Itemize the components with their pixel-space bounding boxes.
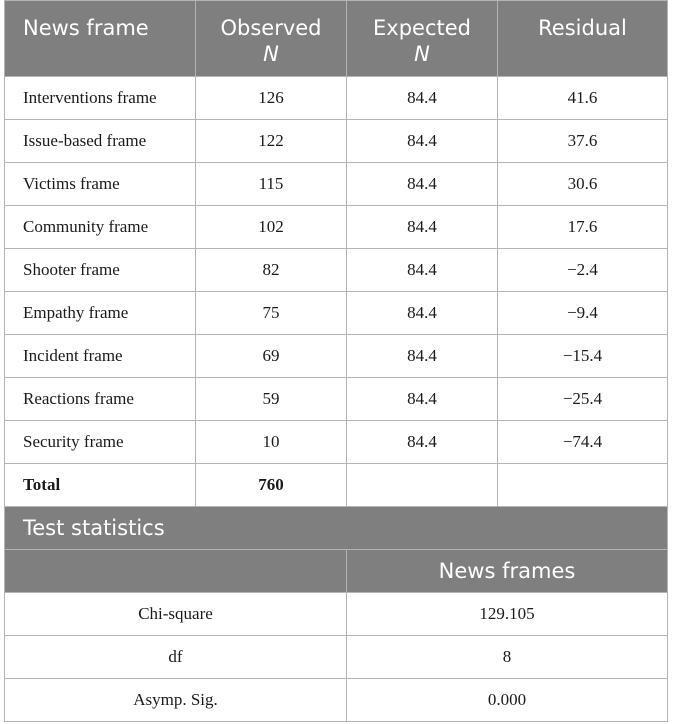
observed-cell: 75 <box>196 292 347 335</box>
frame-cell: Empathy frame <box>5 292 196 335</box>
total-row <box>5 464 668 507</box>
test-statistics-title: Test statistics <box>5 507 668 550</box>
residual-cell: 37.6 <box>498 120 668 163</box>
table-row <box>5 378 668 421</box>
table-row <box>5 335 668 378</box>
total-residual-empty <box>498 464 668 507</box>
observed-cell: 122 <box>196 120 347 163</box>
stats-value: 0.000 <box>347 679 668 722</box>
header-expected-label: Expected <box>373 16 471 40</box>
table-row <box>5 421 668 464</box>
table-row <box>5 120 668 163</box>
expected-cell: 84.4 <box>347 120 498 163</box>
header-expected <box>347 1 498 77</box>
observed-cell: 82 <box>196 249 347 292</box>
total-label: Total <box>5 464 196 507</box>
residual-cell: 30.6 <box>498 163 668 206</box>
news-frames-table <box>4 0 668 722</box>
frame-cell: Community frame <box>5 206 196 249</box>
stats-header-news-frames: News frames <box>347 550 668 593</box>
residual-cell: −9.4 <box>498 292 668 335</box>
frame-cell: Interventions frame <box>5 77 196 120</box>
expected-cell: 84.4 <box>347 292 498 335</box>
observed-cell: 10 <box>196 421 347 464</box>
test-statistics-header-row <box>5 550 668 593</box>
header-expected-n: N <box>414 42 430 66</box>
frame-cell: Incident frame <box>5 335 196 378</box>
stats-row <box>5 679 668 722</box>
frame-cell: Reactions frame <box>5 378 196 421</box>
table-row <box>5 77 668 120</box>
expected-cell: 84.4 <box>347 77 498 120</box>
frame-cell: Issue-based frame <box>5 120 196 163</box>
stats-value: 8 <box>347 636 668 679</box>
stats-label: Chi-square <box>5 593 347 636</box>
table-row <box>5 249 668 292</box>
residual-cell: 41.6 <box>498 77 668 120</box>
stats-label: Asymp. Sig. <box>5 679 347 722</box>
expected-cell: 84.4 <box>347 163 498 206</box>
observed-cell: 115 <box>196 163 347 206</box>
residual-cell: 17.6 <box>498 206 668 249</box>
table-row <box>5 292 668 335</box>
table-row <box>5 206 668 249</box>
expected-cell: 84.4 <box>347 335 498 378</box>
observed-cell: 102 <box>196 206 347 249</box>
residual-cell: −2.4 <box>498 249 668 292</box>
stats-row <box>5 636 668 679</box>
total-observed: 760 <box>196 464 347 507</box>
total-expected-empty <box>347 464 498 507</box>
stats-value: 129.105 <box>347 593 668 636</box>
residual-cell: −74.4 <box>498 421 668 464</box>
test-statistics-title-row <box>5 507 668 550</box>
header-news-frame: News frame <box>5 1 196 77</box>
expected-cell: 84.4 <box>347 421 498 464</box>
header-observed-n: N <box>263 42 279 66</box>
stats-row <box>5 593 668 636</box>
frame-cell: Shooter frame <box>5 249 196 292</box>
frame-cell: Security frame <box>5 421 196 464</box>
header-residual: Residual <box>498 1 668 77</box>
header-observed-label: Observed <box>220 16 322 40</box>
stats-label: df <box>5 636 347 679</box>
table-header-row <box>5 1 668 77</box>
observed-cell: 69 <box>196 335 347 378</box>
header-observed <box>196 1 347 77</box>
frame-cell: Victims frame <box>5 163 196 206</box>
stats-header-empty <box>5 550 347 593</box>
expected-cell: 84.4 <box>347 378 498 421</box>
observed-cell: 59 <box>196 378 347 421</box>
expected-cell: 84.4 <box>347 249 498 292</box>
residual-cell: −15.4 <box>498 335 668 378</box>
observed-cell: 126 <box>196 77 347 120</box>
table-row <box>5 163 668 206</box>
expected-cell: 84.4 <box>347 206 498 249</box>
residual-cell: −25.4 <box>498 378 668 421</box>
